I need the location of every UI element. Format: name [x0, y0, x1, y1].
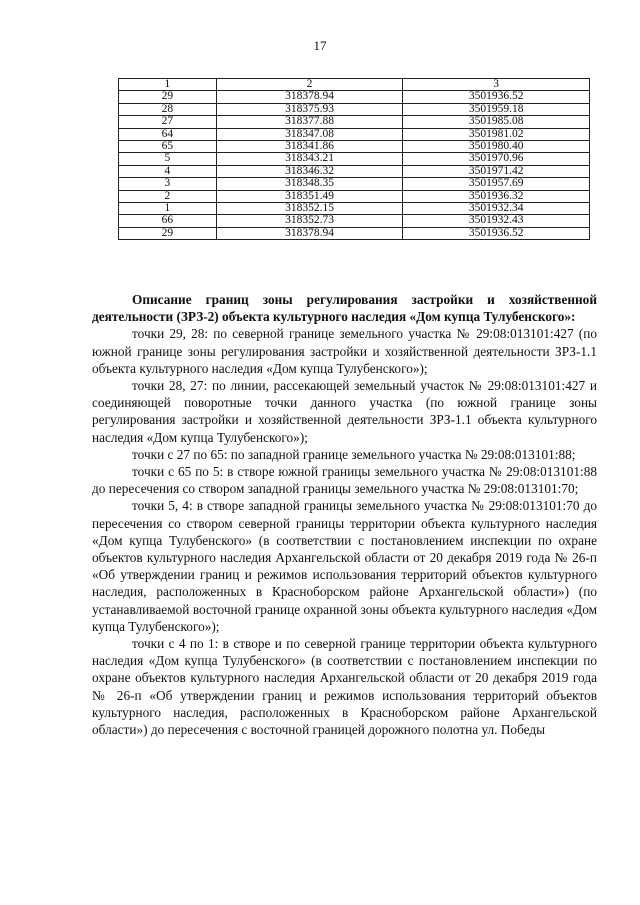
y-coordinate-cell: 3501932.34: [403, 203, 590, 215]
x-coordinate-cell: 318348.35: [216, 178, 403, 190]
table-row: [119, 153, 590, 165]
point-number-cell: 1: [119, 203, 217, 215]
column-header: 3: [403, 79, 590, 91]
y-coordinate-cell: 3501932.43: [403, 215, 590, 227]
table-row: [119, 91, 590, 103]
y-coordinate-cell: 3501936.52: [403, 91, 590, 103]
table-row: [119, 165, 590, 177]
column-header: 2: [216, 79, 403, 91]
paragraph: точки 29, 28: по северной границе земельного участка № 29:08:013101:427 (по южной границе зоны регулирования застройки и хозяйственной деятельности ЗРЗ-1.1 объекта культурного наследия «Дом купца Тулубенского»);: [92, 326, 597, 376]
x-coordinate-cell: 318352.73: [216, 215, 403, 227]
table-row: [119, 116, 590, 128]
table-row: [119, 203, 590, 215]
point-number-cell: 3: [119, 178, 217, 190]
table-row: [119, 190, 590, 202]
paragraph: точки с 4 по 1: в створе и по северной границе территории объекта культурного наследия «Дом купца Тулубенского» (в соответствии с постановлением инспекции по охране объектов культурного наследия Архангельской области от 20 декабря 2019 года № 26-п «Об утверждении границ и режимов использования территорий объектов культурного наследия, расположенных в Красноборском районе Архангельской области») до пересечения с восточной границей дорожного полотна ул. Победы: [92, 636, 597, 738]
paragraph: точки 5, 4: в створе западной границы земельного участка № 29:08:013101:70 до пересечения со створом северной границы территории объекта культурного наследия «Дом купца Тулубенского» (в соответствии с постановлением инспекции по охране объектов культурного наследия Архангельской области от 20 декабря 2019 года № 26-п «Об утверждении границ и режимов использования территорий объектов культурного наследия, расположенных в Красноборском районе Архангельской области») (по устанавливаемой восточной границе охранной зоны объекта культурного наследия «Дом купца Тулубенского»);: [92, 498, 597, 634]
point-number-cell: 27: [119, 116, 217, 128]
x-coordinate-cell: 318351.49: [216, 190, 403, 202]
point-number-cell: 5: [119, 153, 217, 165]
table-row: [119, 141, 590, 153]
table-header-row: [119, 79, 590, 91]
paragraph: точки 28, 27: по линии, рассекающей земельный участок № 29:08:013101:427 и соединяющей поворотные точки данного участка (по южной границе зоны регулирования застройки и хозяйственной деятельности ЗРЗ-1.1 объекта культурного наследия «Дом купца Тулубенского»);: [92, 378, 597, 445]
point-number-cell: 29: [119, 91, 217, 103]
y-coordinate-cell: 3501959.18: [403, 103, 590, 115]
point-number-cell: 28: [119, 103, 217, 115]
point-number-cell: 29: [119, 227, 217, 239]
column-header: 1: [119, 79, 217, 91]
paragraph: точки с 27 по 65: по западной границе земельного участка № 29:08:013101:88;: [132, 446, 576, 462]
y-coordinate-cell: 3501970.96: [403, 153, 590, 165]
x-coordinate-cell: 318378.94: [216, 91, 403, 103]
point-number-cell: 65: [119, 141, 217, 153]
point-number-cell: 4: [119, 165, 217, 177]
point-number-cell: 64: [119, 128, 217, 140]
y-coordinate-cell: 3501957.69: [403, 178, 590, 190]
point-number-cell: 2: [119, 190, 217, 202]
section-heading: Описание границ зоны регулирования застройки и хозяйственной деятельности (ЗРЗ-2) объекта культурного наследия «Дом купца Тулубенского»:: [92, 292, 597, 325]
y-coordinate-cell: 3501936.52: [403, 227, 590, 239]
table-row: [119, 227, 590, 239]
y-coordinate-cell: 3501981.02: [403, 128, 590, 140]
x-coordinate-cell: 318343.21: [216, 153, 403, 165]
coordinates-table: [118, 78, 590, 240]
x-coordinate-cell: 318346.32: [216, 165, 403, 177]
x-coordinate-cell: 318377.88: [216, 116, 403, 128]
table-row: [119, 103, 590, 115]
page-number: 17: [313, 38, 327, 53]
table-row: [119, 215, 590, 227]
body-text: [92, 291, 597, 738]
x-coordinate-cell: 318375.93: [216, 103, 403, 115]
table-row: [119, 128, 590, 140]
point-number-cell: 66: [119, 215, 217, 227]
y-coordinate-cell: 3501936.32: [403, 190, 590, 202]
x-coordinate-cell: 318352.15: [216, 203, 403, 215]
y-coordinate-cell: 3501971.42: [403, 165, 590, 177]
table-row: [119, 178, 590, 190]
y-coordinate-cell: 3501980.40: [403, 141, 590, 153]
y-coordinate-cell: 3501985.08: [403, 116, 590, 128]
x-coordinate-cell: 318378.94: [216, 227, 403, 239]
paragraph: точки с 65 по 5: в створе южной границы земельного участка № 29:08:013101:88 до пересечения со створом западной границы земельного участка № 29:08:013101:70;: [92, 464, 597, 497]
x-coordinate-cell: 318341.86: [216, 141, 403, 153]
x-coordinate-cell: 318347.08: [216, 128, 403, 140]
